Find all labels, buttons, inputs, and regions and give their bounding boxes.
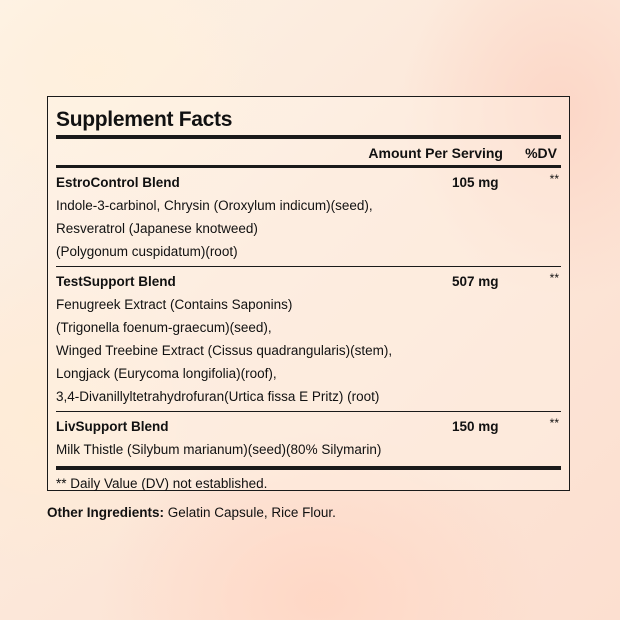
ingredient-line: Indole-3-carbinol, Chrysin (Oroxylum indicum)(seed), bbox=[56, 198, 373, 213]
dv-header: %DV bbox=[525, 145, 557, 161]
blend-row-livsupport bbox=[56, 412, 561, 464]
blend-dv: ** bbox=[549, 172, 559, 186]
ingredient-line: (Trigonella foenum-graecum)(seed), bbox=[56, 320, 272, 335]
daily-value-footnote: ** Daily Value (DV) not established. bbox=[56, 476, 268, 491]
ingredient-line: 3,4-Divanillyltetrahydrofuran(Urtica fissa E Pritz) (root) bbox=[56, 389, 380, 404]
blend-name: TestSupport Blend bbox=[56, 274, 176, 289]
amount-per-serving-header: Amount Per Serving bbox=[368, 145, 503, 161]
ingredient-line: Milk Thistle (Silybum marianum)(seed)(80% Silymarin) bbox=[56, 442, 382, 457]
other-ingredients bbox=[47, 505, 336, 520]
blend-name: LivSupport Blend bbox=[56, 419, 169, 434]
ingredient-line: Resveratrol (Japanese knotweed) bbox=[56, 221, 258, 236]
blend-dv: ** bbox=[549, 271, 559, 285]
ingredient-line: (Polygonum cuspidatum)(root) bbox=[56, 244, 238, 259]
blend-amount: 150 mg bbox=[452, 419, 499, 434]
blend-dv: ** bbox=[549, 416, 559, 430]
blend-amount: 105 mg bbox=[452, 175, 499, 190]
supplement-facts-panel bbox=[47, 96, 570, 491]
column-header-row bbox=[56, 139, 561, 165]
ingredient-line: Fenugreek Extract (Contains Saponins) bbox=[56, 297, 293, 312]
other-ingredients-label: Other Ingredients: bbox=[47, 505, 165, 520]
ingredient-line: Longjack (Eurycoma longifolia)(roof), bbox=[56, 366, 277, 381]
blend-row-estrocontrol bbox=[56, 168, 561, 266]
blend-name: EstroControl Blend bbox=[56, 175, 180, 190]
ingredient-line: Winged Treebine Extract (Cissus quadrangularis)(stem), bbox=[56, 343, 393, 358]
panel-title: Supplement Facts bbox=[56, 108, 233, 131]
other-ingredients-value: Gelatin Capsule, Rice Flour. bbox=[164, 505, 336, 520]
blend-row-testsupport bbox=[56, 267, 561, 411]
blend-amount: 507 mg bbox=[452, 274, 499, 289]
